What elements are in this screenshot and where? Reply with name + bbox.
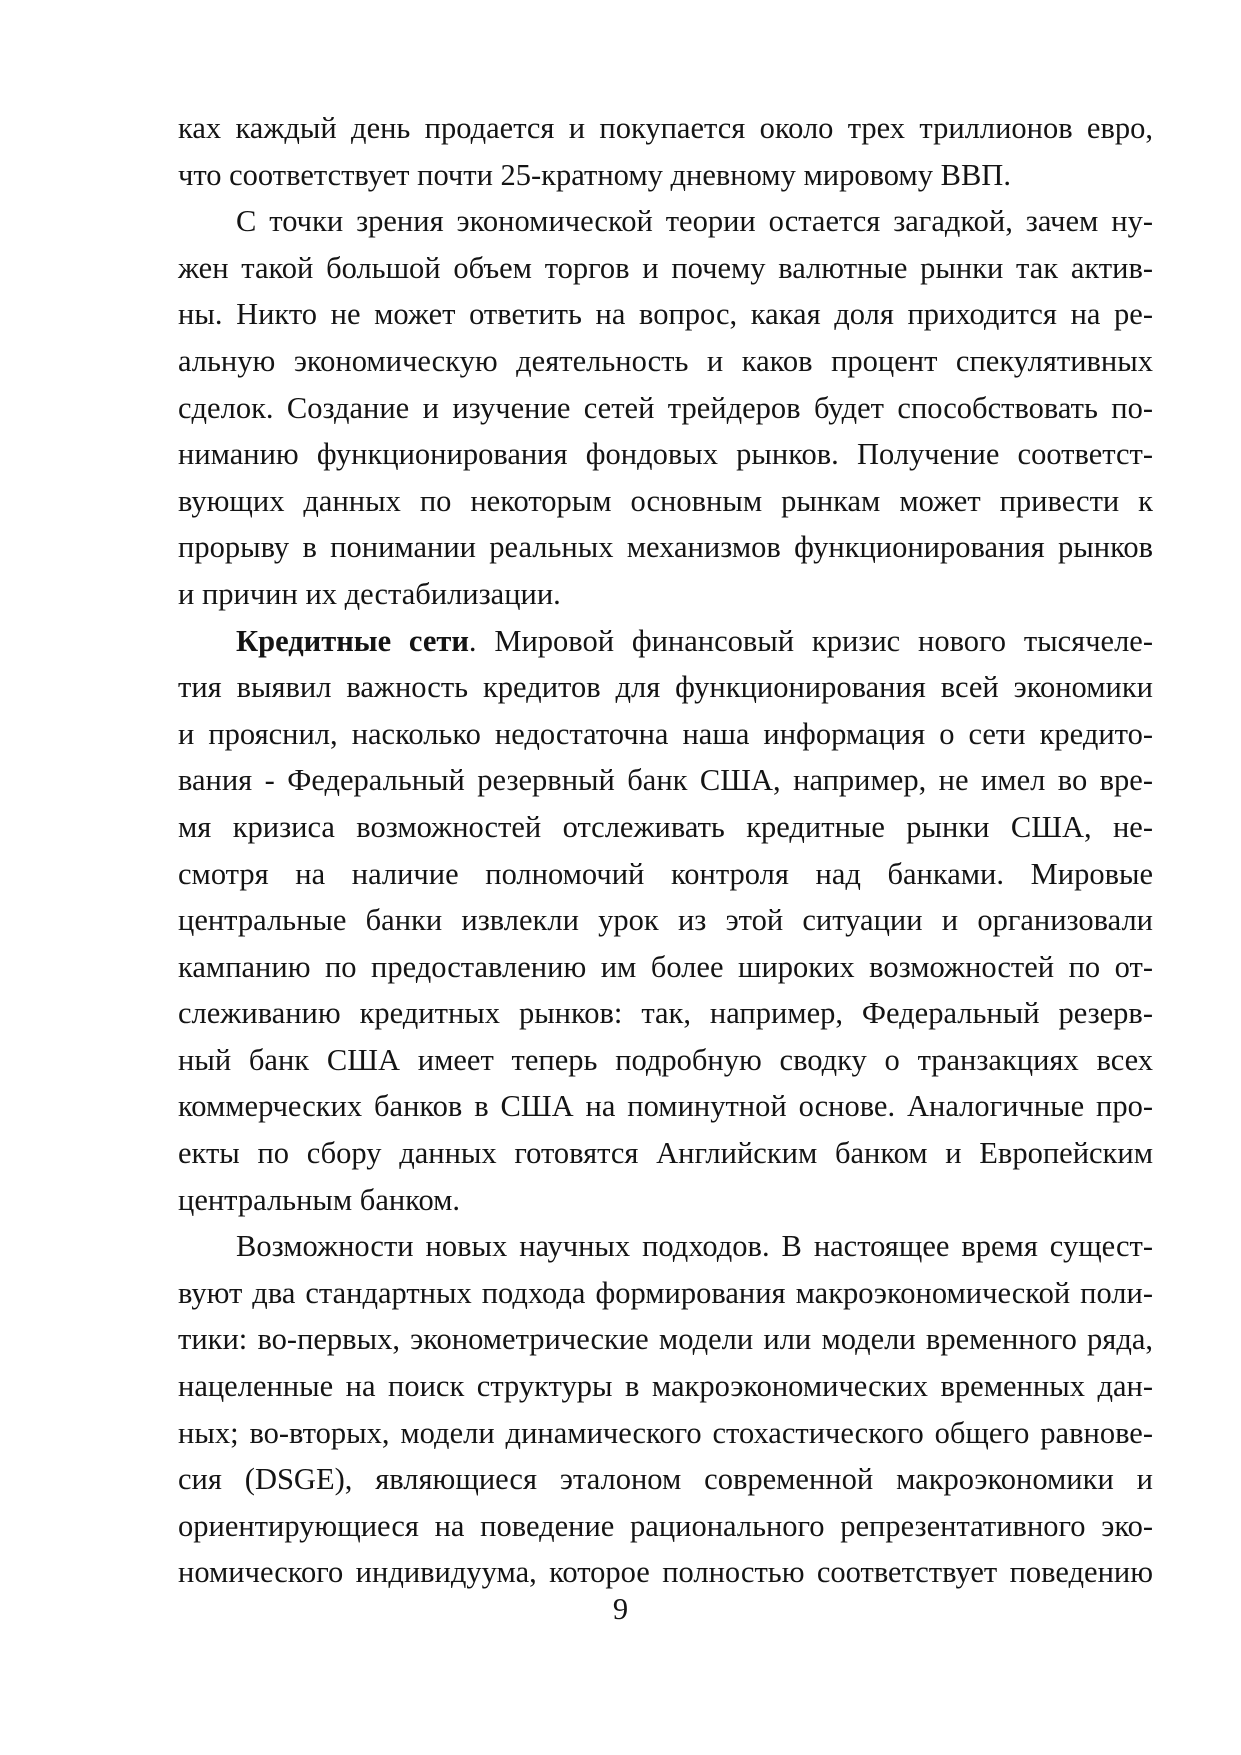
text-run: . Мировой финансовый кризис нового тысячеле- [468,623,1153,658]
text-line: номического индивидуума, которое полностью соответствует поведению [178,1555,1153,1590]
paragraph-2 [178,198,1153,617]
text-line: мя кризиса возможностей отслеживать кредитные рынки США, не- [178,809,1153,844]
text-line: вуют два стандартных подхода формирования макроэкономической поли- [178,1275,1153,1310]
text-line: вания - Федеральный резервный банк США, например, не имел во вре- [178,763,1153,798]
paragraph-4 [178,1223,1153,1596]
document-page [178,105,1153,1596]
text-line: ориентирующиеся на поведение рационального репрезентативного эко- [178,1508,1153,1543]
paragraph-1 [178,105,1153,198]
text-line: С точки зрения экономической теории остается загадкой, зачем ну- [236,204,1153,239]
text-line: ных; во-вторых, модели динамического стохастического общего равнове- [178,1415,1153,1450]
text-line: что соответствует почти 25-кратному дневному мировому ВВП. [178,157,1011,192]
text-line: центральным банком. [178,1182,461,1217]
page-number: 9 [612,1592,629,1626]
text-line: и причин их дестабилизации. [178,576,561,611]
text-line: коммерческих банков в США на поминутной основе. Аналогичные про- [178,1089,1153,1124]
text-line: кампанию по предоставлению им более широких возможностей по от- [178,949,1153,984]
text-line: вующих данных по некоторым основным рынкам может привести к [178,483,1153,518]
text-line: прорыву в понимании реальных механизмов функционирования рынков [178,530,1153,565]
text-line: Возможности новых научных подходов. В настоящее время сущест- [236,1229,1153,1264]
text-line: смотря на наличие полномочий контроля над банками. Мировые [178,856,1153,891]
section-heading: Кредитные сети [236,623,469,658]
text-line [178,618,1153,665]
text-line: сделок. Создание и изучение сетей трейдеров будет способствовать по- [178,390,1153,425]
text-line: ниманию функционирования фондовых рынков. Получение соответст- [178,437,1153,472]
paragraph-3 [178,618,1153,1224]
text-line: тики: во-первых, эконометрические модели или модели временного ряда, [178,1322,1153,1357]
text-line: и прояснил, насколько недостаточна наша информация о сети кредито- [178,716,1153,751]
text-line: центральные банки извлекли урок из этой ситуации и организовали [178,903,1153,938]
text-line: ках каждый день продается и покупается около трех триллионов евро, [178,111,1153,145]
text-line: жен такой большой объем торгов и почему валютные рынки так актив- [178,250,1153,285]
text-line: альную экономическую деятельность и каков процент спекулятивных [178,343,1153,378]
text-line: нацеленные на поиск структуры в макроэкономических временных дан- [178,1369,1153,1404]
text-line: сия (DSGE), являющиеся эталоном современной макроэкономики и [178,1462,1153,1497]
text-line: ны. Никто не может ответить на вопрос, какая доля приходится на ре- [178,297,1153,332]
text-line: слеживанию кредитных рынков: так, например, Федеральный резерв- [178,996,1153,1031]
text-line: тия выявил важность кредитов для функционирования всей экономики [178,670,1153,705]
text-line: екты по сбору данных готовятся Английским банком и Европейским [178,1136,1153,1171]
text-line: ный банк США имеет теперь подробную сводку о транзакциях всех [178,1042,1153,1077]
